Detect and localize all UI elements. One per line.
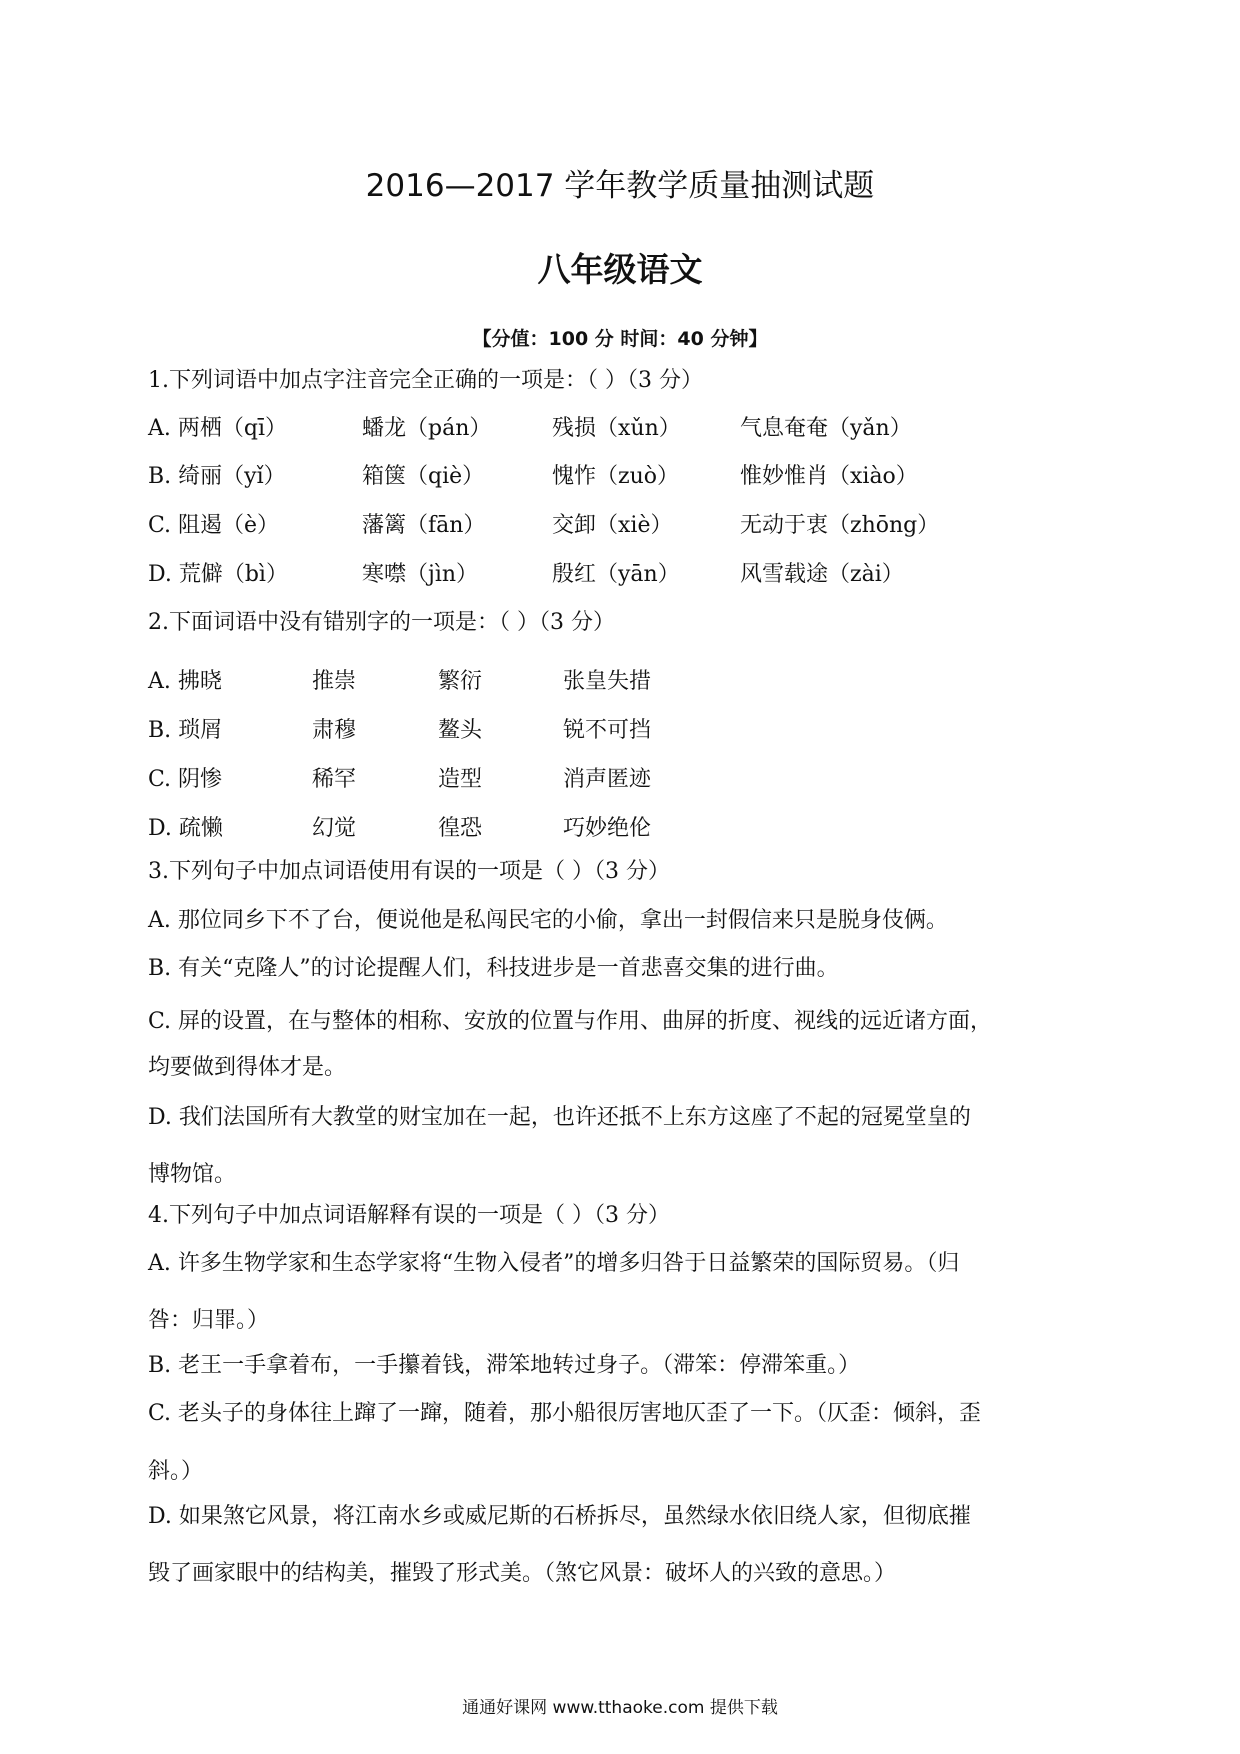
q1-b-1: B. 绮丽（yǐ） — [148, 464, 286, 489]
q1-c-3: 交卸（xiè） — [552, 513, 673, 538]
q4-option-d-line2: 毁了画家眼中的结构美，摧毁了形式美。（煞它风景：破坏人的兴致的意思。） — [148, 1561, 897, 1586]
q2-a-1: A. 拂晓 — [148, 669, 222, 694]
q1-c-1: C. 阻遏（è） — [148, 513, 280, 538]
footer-source: 通通好课网 www.tthaoke.com 提供下载 — [462, 1698, 778, 1718]
q3-option-c-line1: C. 屏的设置，在与整体的相称、安放的位置与作用、曲屏的折度、视线的远近诸方面， — [148, 1009, 993, 1034]
q3-option-d-line2: 博物馆。 — [148, 1162, 237, 1187]
q2-b-2: 肃穆 — [312, 718, 357, 743]
q1-a-3: 残损（xǔn） — [552, 416, 681, 441]
q2-d-1: D. 疏懒 — [148, 816, 223, 841]
q3-option-a: A. 那位同乡下不了台，便说他是私闯民宅的小偷，拿出一封假信来只是脱身伎俩。 — [148, 908, 948, 933]
q1-c-2: 藩篱（fān） — [362, 513, 486, 538]
q3-option-d-line1: D. 我们法国所有大教堂的财宝加在一起，也许还抵不上东方这座了不起的冠冕堂皇的 — [148, 1105, 971, 1130]
q1-a-1: A. 两栖（qī） — [148, 416, 287, 441]
q2-b-4: 锐不可挡 — [563, 718, 652, 743]
exam-title: 2016—2017 学年教学质量抽测试题 — [365, 168, 875, 204]
q1-d-3: 殷红（yān） — [552, 562, 680, 587]
q4-stem: 4.下列句子中加点词语解释有误的一项是（ ）（3 分） — [148, 1203, 670, 1228]
q4-option-c-line1: C. 老头子的身体往上蹿了一蹿，随着，那小船很厉害地仄歪了一下。（仄歪：倾斜，歪 — [148, 1401, 982, 1426]
q2-d-4: 巧妙绝伦 — [563, 816, 652, 841]
q4-option-d-line1: D. 如果煞它风景，将江南水乡或威尼斯的石桥拆尽，虽然绿水依旧绕人家，但彻底摧 — [148, 1504, 971, 1529]
q1-d-2: 寒噤（jìn） — [362, 562, 479, 587]
q2-d-2: 幻觉 — [312, 816, 357, 841]
q2-a-4: 张皇失措 — [563, 669, 652, 694]
q4-option-b: B. 老王一手拿着布，一手攥着钱，滞笨地转过身子。（滞笨：停滞笨重。） — [148, 1353, 861, 1378]
q3-stem: 3.下列句子中加点词语使用有误的一项是（ ）（3 分） — [148, 859, 670, 884]
q2-stem: 2.下面词语中没有错别字的一项是：（ ）（3 分） — [148, 610, 615, 635]
q2-a-3: 繁衍 — [438, 669, 483, 694]
q1-b-4: 惟妙惟肖（xiào） — [740, 464, 918, 489]
subject-title: 八年级语文 — [537, 250, 703, 289]
q1-c-4: 无动于衷（zhōng） — [740, 513, 940, 538]
q3-option-b: B. 有关“克隆人”的讨论提醒人们，科技进步是一首悲喜交集的进行曲。 — [148, 956, 839, 981]
q1-b-3: 愧怍（zuò） — [552, 464, 680, 489]
q2-c-1: C. 阴惨 — [148, 767, 223, 792]
q1-a-2: 蟠龙（pán） — [362, 416, 492, 441]
q4-option-a-line2: 咎：归罪。） — [148, 1308, 270, 1333]
q1-stem: 1.下列词语中加点字注音完全正确的一项是：（ ）（3 分） — [148, 368, 703, 393]
q2-c-2: 稀罕 — [312, 767, 357, 792]
q2-b-3: 鳌头 — [438, 718, 483, 743]
q1-a-4: 气息奄奄（yǎn） — [740, 416, 912, 441]
q1-d-1: D. 荒僻（bì） — [148, 562, 288, 587]
q2-c-4: 消声匿迹 — [563, 767, 652, 792]
q1-b-2: 箱箧（qiè） — [362, 464, 485, 489]
score-time: 【分值：100 分 时间：40 分钟】 — [472, 328, 768, 350]
q2-a-2: 推崇 — [312, 669, 357, 694]
q3-option-c-line2: 均要做到得体才是。 — [148, 1055, 347, 1080]
q4-option-c-line2: 斜。） — [148, 1459, 204, 1484]
q2-c-3: 造型 — [438, 767, 483, 792]
q4-option-a-line1: A. 许多生物学家和生态学家将“生物入侵者”的增多归咎于日益繁荣的国际贸易。（归 — [148, 1251, 960, 1276]
q1-d-4: 风雪载途（zài） — [740, 562, 904, 587]
q2-d-3: 徨恐 — [438, 816, 483, 841]
q2-b-1: B. 琐屑 — [148, 718, 223, 743]
